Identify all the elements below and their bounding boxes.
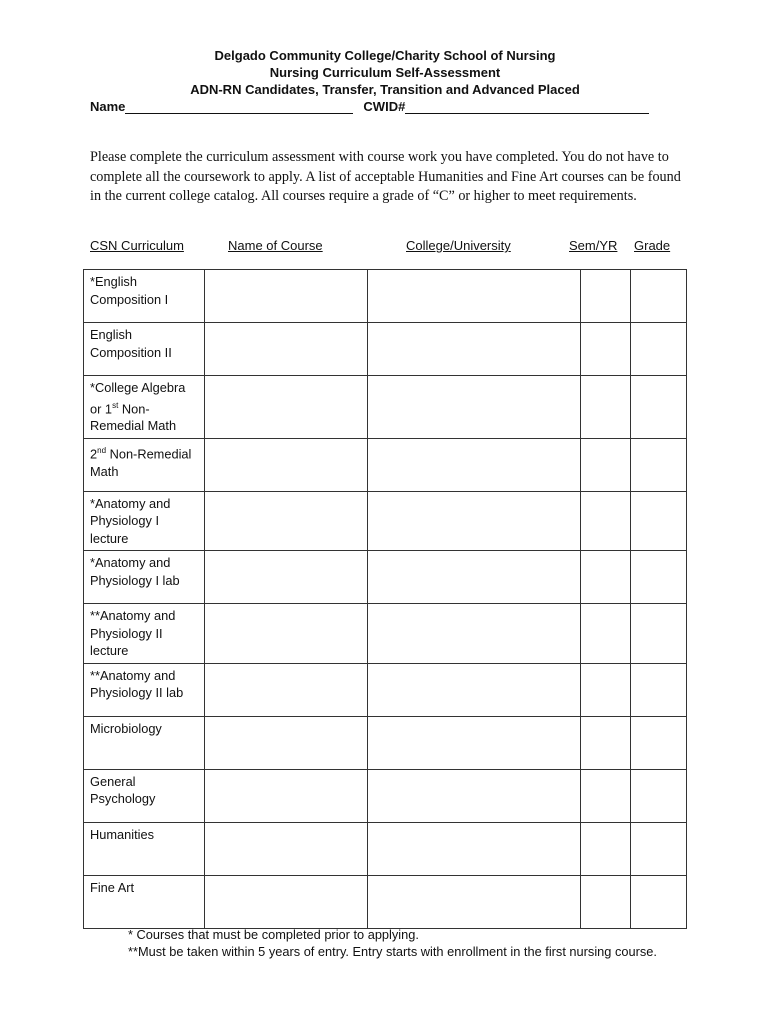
footnotes	[128, 926, 657, 960]
semyr-cell[interactable]	[581, 551, 630, 604]
course-name-cell[interactable]	[205, 604, 368, 664]
semyr-cell[interactable]	[581, 323, 630, 376]
course-label-text: Non-Remedial Math	[90, 446, 192, 479]
semyr-cell[interactable]	[581, 875, 630, 928]
instructions-paragraph: Please complete the curriculum assessment with course work you have completed. You do not have to complete all the coursework to apply. A list of acceptable Humanities and Fine Art courses can be found in the current college catalog. All courses require a grade of “C” or higher to meet requirements.	[90, 149, 681, 204]
college-cell[interactable]	[368, 604, 581, 664]
course-name-cell[interactable]	[205, 716, 368, 769]
college-cell[interactable]	[368, 376, 581, 439]
identity-fields	[90, 99, 649, 114]
column-header-csn: CSN Curriculum	[90, 238, 184, 253]
table-row	[84, 491, 687, 551]
grade-cell[interactable]	[630, 822, 686, 875]
grade-cell[interactable]	[630, 438, 686, 491]
table-row	[84, 769, 687, 822]
course-label: **Anatomy and Physiology II lab	[84, 663, 205, 716]
course-label: *Anatomy and Physiology I lab	[84, 551, 205, 604]
course-label-text: Non-Remedial Math	[90, 400, 177, 434]
semyr-cell[interactable]	[581, 376, 630, 439]
table-row	[84, 323, 687, 376]
course-label	[84, 438, 205, 491]
course-name-cell[interactable]	[205, 822, 368, 875]
form-title: Nursing Curriculum Self-Assessment	[269, 65, 501, 80]
college-cell[interactable]	[368, 270, 581, 323]
table-row	[84, 551, 687, 604]
superscript: st	[112, 400, 119, 410]
cwid-label: CWID#	[363, 99, 406, 114]
table-row	[84, 438, 687, 491]
grade-cell[interactable]	[630, 716, 686, 769]
course-name-cell[interactable]	[205, 323, 368, 376]
semyr-cell[interactable]	[581, 438, 630, 491]
table-row	[84, 604, 687, 664]
table-row	[84, 663, 687, 716]
grade-cell[interactable]	[630, 323, 686, 376]
course-name-cell[interactable]	[205, 376, 368, 439]
name-field[interactable]	[125, 100, 353, 114]
semyr-cell[interactable]	[581, 822, 630, 875]
superscript: nd	[97, 445, 107, 455]
form-subtitle: ADN-RN Candidates, Transfer, Transition and Advanced Placed	[190, 82, 580, 97]
semyr-cell[interactable]	[581, 491, 630, 551]
course-label: Fine Art	[84, 875, 205, 928]
course-label: *Anatomy and Physiology I lecture	[84, 491, 205, 551]
semyr-cell[interactable]	[581, 270, 630, 323]
grade-cell[interactable]	[630, 491, 686, 551]
course-label: *English Composition I	[84, 270, 205, 323]
table-row	[84, 716, 687, 769]
grade-cell[interactable]	[630, 875, 686, 928]
table-row	[84, 875, 687, 928]
course-label	[84, 376, 205, 439]
grade-cell[interactable]	[630, 663, 686, 716]
institution-title: Delgado Community College/Charity School of Nursing	[214, 48, 556, 63]
grade-cell[interactable]	[630, 551, 686, 604]
course-label: English Composition II	[84, 323, 205, 376]
document-header	[0, 47, 770, 98]
name-label: Name	[90, 99, 126, 114]
column-header-grade: Grade	[634, 238, 671, 253]
grade-cell[interactable]	[630, 376, 686, 439]
column-header-course: Name of Course	[228, 238, 323, 253]
grade-cell[interactable]	[630, 270, 686, 323]
college-cell[interactable]	[368, 716, 581, 769]
table-row	[84, 270, 687, 323]
course-label: **Anatomy and Physiology II lecture	[84, 604, 205, 664]
table-row	[84, 376, 687, 439]
semyr-cell[interactable]	[581, 716, 630, 769]
column-header-semyr: Sem/YR	[569, 238, 618, 253]
course-name-cell[interactable]	[205, 491, 368, 551]
table-row	[84, 822, 687, 875]
college-cell[interactable]	[368, 438, 581, 491]
course-label: Humanities	[84, 822, 205, 875]
college-cell[interactable]	[368, 323, 581, 376]
semyr-cell[interactable]	[581, 604, 630, 664]
college-cell[interactable]	[368, 551, 581, 604]
course-label-text: *College Algebra or 1	[90, 380, 186, 416]
semyr-cell[interactable]	[581, 769, 630, 822]
semyr-cell[interactable]	[581, 663, 630, 716]
footnote-time-limit: **Must be taken within 5 years of entry. Entry starts with enrollment in the first nursing course.	[128, 944, 657, 959]
grade-cell[interactable]	[630, 769, 686, 822]
college-cell[interactable]	[368, 663, 581, 716]
college-cell[interactable]	[368, 769, 581, 822]
college-cell[interactable]	[368, 822, 581, 875]
course-name-cell[interactable]	[205, 438, 368, 491]
college-cell[interactable]	[368, 875, 581, 928]
column-header-college: College/University	[406, 238, 511, 253]
course-name-cell[interactable]	[205, 769, 368, 822]
footnote-prerequisite: * Courses that must be completed prior to applying.	[128, 927, 419, 942]
course-name-cell[interactable]	[205, 875, 368, 928]
college-cell[interactable]	[368, 491, 581, 551]
course-name-cell[interactable]	[205, 663, 368, 716]
course-label: General Psychology	[84, 769, 205, 822]
grade-cell[interactable]	[630, 604, 686, 664]
course-name-cell[interactable]	[205, 270, 368, 323]
course-label-text: 2	[90, 446, 98, 462]
cwid-field[interactable]	[405, 100, 649, 114]
course-name-cell[interactable]	[205, 551, 368, 604]
curriculum-table	[83, 269, 687, 929]
course-label: Microbiology	[84, 716, 205, 769]
